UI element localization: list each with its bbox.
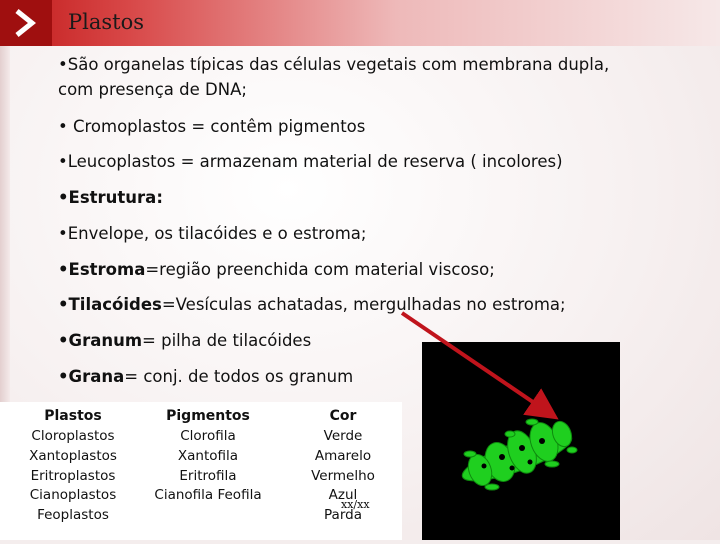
bullet-envelope: •Envelope, os tilacóides e o estroma; [58, 224, 367, 243]
bullet-estroma-def: =região preenchida com material viscoso; [145, 260, 495, 279]
table-cell: Clorofila [180, 428, 236, 444]
bullet-estrutura-label: •Estrutura: [58, 188, 163, 207]
bullet-cromoplastos: • Cromoplastos = contêm pigmentos [58, 117, 366, 136]
slide-reference-label: xx/xx [341, 498, 370, 511]
table-cell: Azul [328, 487, 358, 503]
bullet-granum-term: •Granum [58, 331, 143, 350]
table-cell: Cianoplastos [29, 487, 117, 503]
table-header-pigmentos: Pigmentos [166, 408, 250, 424]
slide-title: Plastos [68, 10, 145, 34]
bullet-grana-term: •Grana [58, 367, 125, 386]
table-cell: Verde [323, 428, 363, 444]
table-cell: Xantoplastos [29, 448, 117, 464]
table-cell: Vermelho [311, 468, 375, 484]
bullet-leucoplastos: •Leucoplastos = armazenam material de reserva ( incolores) [58, 152, 563, 171]
table-header-plastos: Plastos [44, 408, 102, 424]
table-cell: Xantofila [177, 448, 239, 464]
table-cell: Amarelo [314, 448, 372, 464]
bullet-intro-line2: com presença de DNA; [58, 80, 247, 99]
bullet-tilacoides-def: =Vesículas achatadas, mergulhadas no estroma; [161, 295, 566, 314]
table-cell: Eritrofila [179, 468, 237, 484]
table-cell: Parda [324, 507, 362, 523]
bullet-grana-def: = conj. de todos os granum [124, 367, 354, 386]
table-header-cor: Cor [329, 408, 357, 424]
table-cell: Eritroplastos [30, 468, 116, 484]
table-cell: Feoplastos [37, 507, 109, 523]
table-cell: Cloroplastos [31, 428, 115, 444]
bullet-intro-line1: •São organelas típicas das células vegetais com membrana dupla, [58, 55, 610, 74]
bullet-tilacoides-term: •Tilacóides [58, 295, 162, 314]
bullet-estroma-term: •Estroma [58, 260, 146, 279]
bullet-granum-def: = pilha de tilacóides [142, 331, 312, 350]
table-cell: Cianofila Feofila [154, 487, 262, 503]
